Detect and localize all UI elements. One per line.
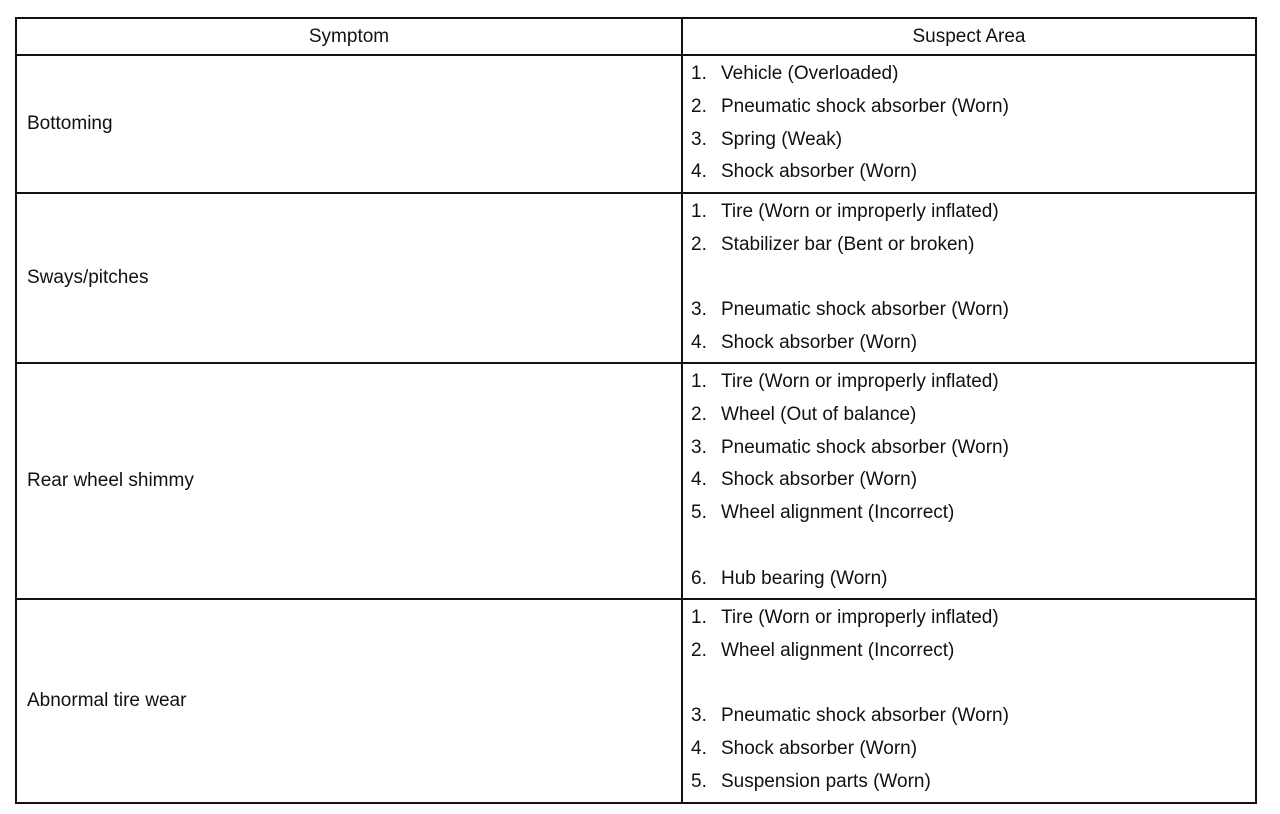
symptom-cell: Rear wheel shimmy: [17, 364, 683, 598]
list-item: [691, 159, 1255, 192]
item-number: 4.: [691, 161, 707, 183]
item-number: 1.: [691, 201, 707, 222]
item-number: 5.: [691, 770, 707, 792]
spacer: [691, 265, 1255, 298]
table-row: [17, 56, 1255, 194]
list-item: [691, 605, 1255, 638]
item-text: Tire (Worn or improperly inflated): [721, 371, 999, 392]
suspect-area-cell: [683, 56, 1255, 192]
symptom-cell: Abnormal tire wear: [17, 600, 683, 802]
list-item: [691, 638, 1255, 671]
item-text: Pneumatic shock absorber (Worn): [721, 95, 1009, 117]
item-text: Hub bearing (Worn): [721, 567, 888, 589]
item-number: 5.: [691, 502, 707, 524]
list-item: [691, 199, 1255, 232]
symptom-cell: Sways/pitches: [17, 194, 683, 362]
item-text: Shock absorber (Worn): [721, 161, 918, 183]
list-item: [691, 127, 1255, 160]
table-row: [17, 194, 1255, 364]
item-number: 1.: [691, 607, 707, 628]
item-number: 3.: [691, 436, 707, 458]
list-item: [691, 736, 1255, 769]
item-number: 1.: [691, 371, 707, 392]
suspect-area-cell: [683, 194, 1255, 362]
item-text: Spring (Weak): [721, 128, 843, 150]
item-text: Shock absorber (Worn): [721, 332, 918, 354]
table-header: [17, 19, 1255, 56]
list-item: [691, 61, 1255, 94]
item-text: Shock absorber (Worn): [721, 738, 918, 760]
symptom-cell: Bottoming: [17, 56, 683, 192]
item-text: Pneumatic shock absorber (Worn): [721, 299, 1009, 321]
item-text: Tire (Worn or improperly inflated): [721, 607, 999, 628]
item-text: Wheel alignment (Incorrect): [721, 502, 955, 524]
item-text: Vehicle (Overloaded): [721, 63, 899, 84]
item-number: 4.: [691, 738, 707, 760]
suspect-area-table: [15, 17, 1257, 804]
list-item: [691, 369, 1255, 402]
item-number: 2.: [691, 403, 707, 425]
list-item: [691, 330, 1255, 363]
item-number: 3.: [691, 705, 707, 727]
symptom-column-header: Symptom: [17, 19, 683, 54]
item-number: 3.: [691, 128, 707, 150]
suspect-area-cell: [683, 600, 1255, 802]
item-text: Pneumatic shock absorber (Worn): [721, 436, 1009, 458]
list-item: [691, 232, 1255, 265]
item-number: 2.: [691, 233, 707, 255]
table-row: [17, 364, 1255, 600]
suspect-area-column-header: Suspect Area: [912, 25, 1026, 47]
item-number: 4.: [691, 332, 707, 354]
item-number: 4.: [691, 469, 707, 491]
table-row: [17, 600, 1255, 802]
item-text: Tire (Worn or improperly inflated): [721, 201, 999, 222]
list-item: [691, 435, 1255, 468]
list-item: [691, 467, 1255, 500]
list-item: [691, 769, 1255, 802]
item-text: Suspension parts (Worn): [721, 770, 931, 792]
item-number: 2.: [691, 95, 707, 117]
list-item: [691, 703, 1255, 736]
spacer: [691, 533, 1255, 566]
item-text: Wheel alignment (Incorrect): [721, 639, 955, 661]
list-item: [691, 94, 1255, 127]
suspect-area-cell: [683, 364, 1255, 598]
item-text: Shock absorber (Worn): [721, 469, 918, 491]
item-number: 6.: [691, 567, 707, 589]
item-text: Stabilizer bar (Bent or broken): [721, 233, 975, 255]
item-number: 2.: [691, 639, 707, 661]
list-item: [691, 566, 1255, 599]
spacer: [691, 671, 1255, 704]
list-item: [691, 402, 1255, 435]
item-number: 3.: [691, 299, 707, 321]
item-text: Wheel (Out of balance): [721, 403, 917, 425]
list-item: [691, 500, 1255, 533]
list-item: [691, 297, 1255, 330]
item-text: Pneumatic shock absorber (Worn): [721, 705, 1009, 727]
item-number: 1.: [691, 63, 707, 84]
